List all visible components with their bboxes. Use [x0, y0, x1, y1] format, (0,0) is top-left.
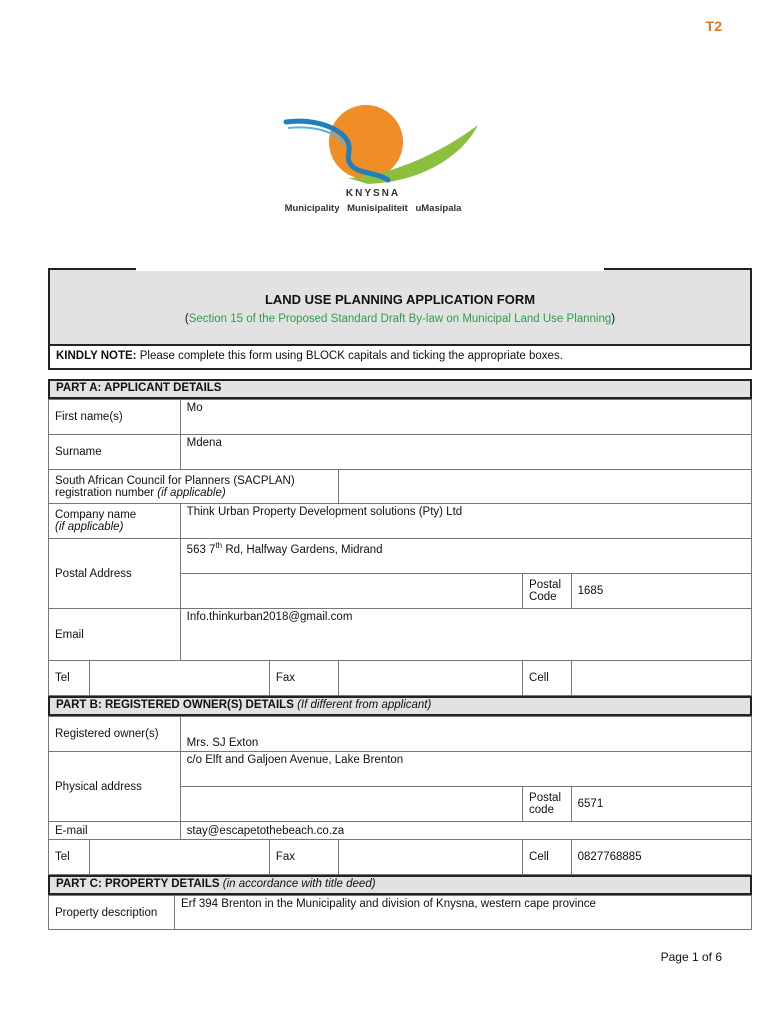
- note-label: KINDLY NOTE:: [56, 350, 137, 362]
- owner-tel-field[interactable]: [89, 840, 269, 875]
- surname-label: Surname: [49, 435, 181, 470]
- postal-address-line2[interactable]: [180, 574, 522, 609]
- logo-subtitle: Municipality Munisipaliteit uMasipala: [284, 203, 462, 214]
- cell-field[interactable]: [571, 661, 751, 696]
- physical-address-line2[interactable]: [180, 787, 522, 822]
- logo-name: KNYSNA: [345, 188, 401, 199]
- knysna-logo: [248, 100, 498, 220]
- owner-cell-field[interactable]: 0827768885: [571, 840, 751, 875]
- owner-tel-label: Tel: [49, 840, 90, 875]
- owner-label: Registered owner(s): [49, 717, 181, 752]
- physical-address-line1[interactable]: c/o Elft and Galjoen Avenue, Lake Brenton: [180, 752, 751, 787]
- postal-code-label: Postal Code: [523, 574, 572, 609]
- owner-fax-field[interactable]: [338, 840, 522, 875]
- logo-emblem-icon: [248, 100, 498, 190]
- owner-cell-label: Cell: [523, 840, 572, 875]
- owner-email-field[interactable]: stay@escapetothebeach.co.za: [180, 822, 751, 840]
- fax-field[interactable]: [338, 661, 522, 696]
- postal-address-label: Postal Address: [49, 539, 181, 609]
- part-b-table: [48, 716, 752, 875]
- cell-label: Cell: [523, 661, 572, 696]
- form-title: LAND USE PLANNING APPLICATION FORM: [264, 292, 536, 307]
- owner-email-label: E-mail: [49, 822, 181, 840]
- document-code: T2: [705, 18, 722, 34]
- part-a-heading: PART A: APPLICANT DETAILS: [48, 379, 752, 399]
- sacplan-field[interactable]: [338, 470, 751, 504]
- part-c-heading: PART C: PROPERTY DETAILS (in accordance with title deed): [48, 875, 752, 895]
- email-field[interactable]: Info.thinkurban2018@gmail.com: [180, 609, 751, 661]
- fax-label: Fax: [269, 661, 338, 696]
- part-a-table: [48, 399, 752, 696]
- owner-field[interactable]: Mrs. SJ Exton: [180, 717, 751, 752]
- first-name-label: First name(s): [49, 400, 181, 435]
- part-b-heading: PART B: REGISTERED OWNER(S) DETAILS (If different from applicant): [48, 696, 752, 716]
- owner-postal-code-field[interactable]: 6571: [571, 787, 751, 822]
- postal-address-line1[interactable]: 563 7th Rd, Halfway Gardens, Midrand: [180, 539, 751, 574]
- part-c-table: [48, 895, 752, 930]
- application-form: [48, 268, 752, 930]
- email-label: Email: [49, 609, 181, 661]
- kindly-note: [48, 344, 752, 370]
- owner-fax-label: Fax: [269, 840, 338, 875]
- page-number: Page 1 of 6: [660, 950, 722, 964]
- form-title-box: [48, 268, 752, 344]
- company-label: Company name (if applicable): [49, 504, 181, 539]
- property-label: Property description: [49, 896, 175, 930]
- physical-address-label: Physical address: [49, 752, 181, 822]
- note-text: Please complete this form using BLOCK capitals and ticking the appropriate boxes.: [139, 350, 563, 362]
- owner-postal-code-label: Postal code: [523, 787, 572, 822]
- form-subtitle: (Section 15 of the Proposed Standard Draft By-law on Municipal Land Use Planning): [184, 313, 616, 325]
- surname-field[interactable]: Mdena: [180, 435, 751, 470]
- property-field[interactable]: Erf 394 Brenton in the Municipality and division of Knysna, western cape province: [175, 896, 752, 930]
- sacplan-label: South African Council for Planners (SACPLAN) registration number (if applicable): [49, 470, 339, 504]
- first-name-field[interactable]: Mo: [180, 400, 751, 435]
- tel-field[interactable]: [89, 661, 269, 696]
- postal-code-field[interactable]: 1685: [571, 574, 751, 609]
- tel-label: Tel: [49, 661, 90, 696]
- company-field[interactable]: Think Urban Property Development solutions (Pty) Ltd: [180, 504, 751, 539]
